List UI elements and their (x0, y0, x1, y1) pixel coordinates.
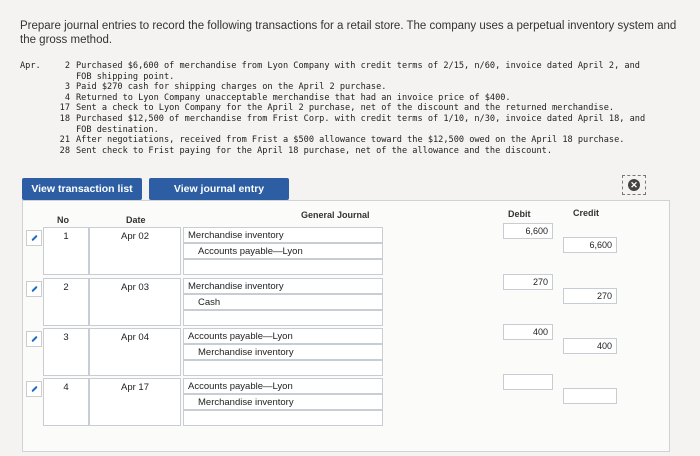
transaction-day: 28 (59, 145, 70, 156)
transaction-day: 3 (64, 82, 70, 93)
credit-account[interactable]: Accounts payable—Lyon (183, 243, 383, 259)
entry-date[interactable]: Apr 17 (89, 378, 181, 426)
transaction-item (56, 61, 686, 72)
edit-entry-button[interactable] (26, 331, 42, 347)
transaction-day: 4 (64, 92, 70, 103)
debit-account[interactable]: Merchandise inventory (183, 227, 383, 243)
transaction-item (56, 135, 686, 146)
header-date: Date (126, 215, 146, 225)
entry-number: 1 (43, 227, 89, 275)
transaction-item (56, 114, 686, 125)
blank-account[interactable] (183, 360, 383, 376)
transaction-day: 21 (59, 135, 70, 146)
blank-account[interactable] (183, 310, 383, 326)
transaction-item (56, 93, 686, 104)
credit-account[interactable]: Cash (183, 294, 383, 310)
debit-amount[interactable]: 6,600 (503, 223, 553, 239)
credit-account[interactable]: Merchandise inventory (183, 344, 383, 360)
transaction-continuation: FOB destination. (76, 124, 159, 135)
header-debit: Debit (508, 209, 531, 219)
pencil-icon (31, 336, 37, 342)
transaction-text: Sent check to Frist paying for the April 18 purchase, net of the allowance and the discount. (76, 145, 552, 156)
pencil-icon (31, 386, 37, 392)
transaction-item (56, 82, 686, 93)
edit-entry-button[interactable] (26, 281, 42, 297)
transaction-text: Sent a check to Lyon Company for the April 2 purchase, net of the discount and the returned merchandise. (76, 103, 615, 114)
debit-account[interactable]: Accounts payable—Lyon (183, 328, 383, 344)
header-credit: Credit (573, 208, 600, 218)
entry-date[interactable]: Apr 02 (89, 227, 181, 275)
blank-account[interactable] (183, 259, 383, 275)
transaction-item (56, 146, 686, 157)
view-journal-entry-worksheet-button[interactable]: View journal entry (149, 178, 289, 200)
credit-account[interactable]: Merchandise inventory (183, 394, 383, 410)
entry-number: 2 (43, 278, 89, 326)
credit-amount[interactable] (563, 388, 617, 404)
pencil-icon (31, 235, 37, 241)
transaction-text: Purchased $12,500 of merchandise from Frist Corp. with credit terms of 1/10, n/30, invoice dated April 18, and (76, 113, 646, 124)
debit-account[interactable]: Accounts payable—Lyon (183, 378, 383, 394)
edit-entry-button[interactable] (26, 381, 42, 397)
debit-account[interactable]: Merchandise inventory (183, 278, 383, 294)
entry-number: 4 (43, 378, 89, 426)
pencil-icon (31, 286, 37, 292)
entry-date[interactable]: Apr 03 (89, 278, 181, 326)
transaction-item (56, 103, 686, 114)
edit-entry-button[interactable] (26, 230, 42, 246)
close-icon: ✕ (628, 179, 640, 191)
header-general-journal: General Journal (301, 210, 370, 220)
transaction-day: 17 (59, 103, 70, 114)
transaction-day: 2 (64, 61, 70, 71)
transaction-text: Returned to Lyon Company unacceptable merchandise that had an invoice price of $400. (76, 92, 511, 103)
journal-table (22, 200, 670, 452)
transaction-text: After negotiations, received from Frist a $500 allowance toward the $12,500 owed on the April 18 purchase. (76, 135, 625, 146)
debit-amount[interactable]: 270 (503, 274, 553, 290)
transaction-continuation: FOB shipping point. (76, 71, 175, 82)
debit-amount[interactable]: 400 (503, 324, 553, 340)
credit-amount[interactable]: 6,600 (563, 237, 617, 253)
transaction-text: Paid $270 cash for shipping charges on the April 2 purchase. (76, 82, 387, 93)
transaction-text: Purchased $6,600 of merchandise from Lyon Company with credit terms of 2/15, n/60, invoice dated April 2, and (76, 61, 640, 71)
close-button[interactable] (622, 175, 646, 195)
header-no: No (57, 215, 69, 225)
blank-account[interactable] (183, 410, 383, 426)
problem-prompt: Prepare journal entries to record the following transactions for a retail store. The company uses a perpetual inventory system and the gross method. (20, 20, 677, 46)
entry-date[interactable]: Apr 04 (89, 328, 181, 376)
entry-number: 3 (43, 328, 89, 376)
transaction-day: 18 (59, 113, 70, 124)
credit-amount[interactable]: 400 (563, 338, 617, 354)
view-transaction-list-button[interactable]: View transaction list (22, 178, 142, 200)
debit-amount[interactable] (503, 374, 553, 390)
month-label: Apr. (20, 61, 41, 71)
credit-amount[interactable]: 270 (563, 288, 617, 304)
transaction-items (56, 61, 686, 156)
